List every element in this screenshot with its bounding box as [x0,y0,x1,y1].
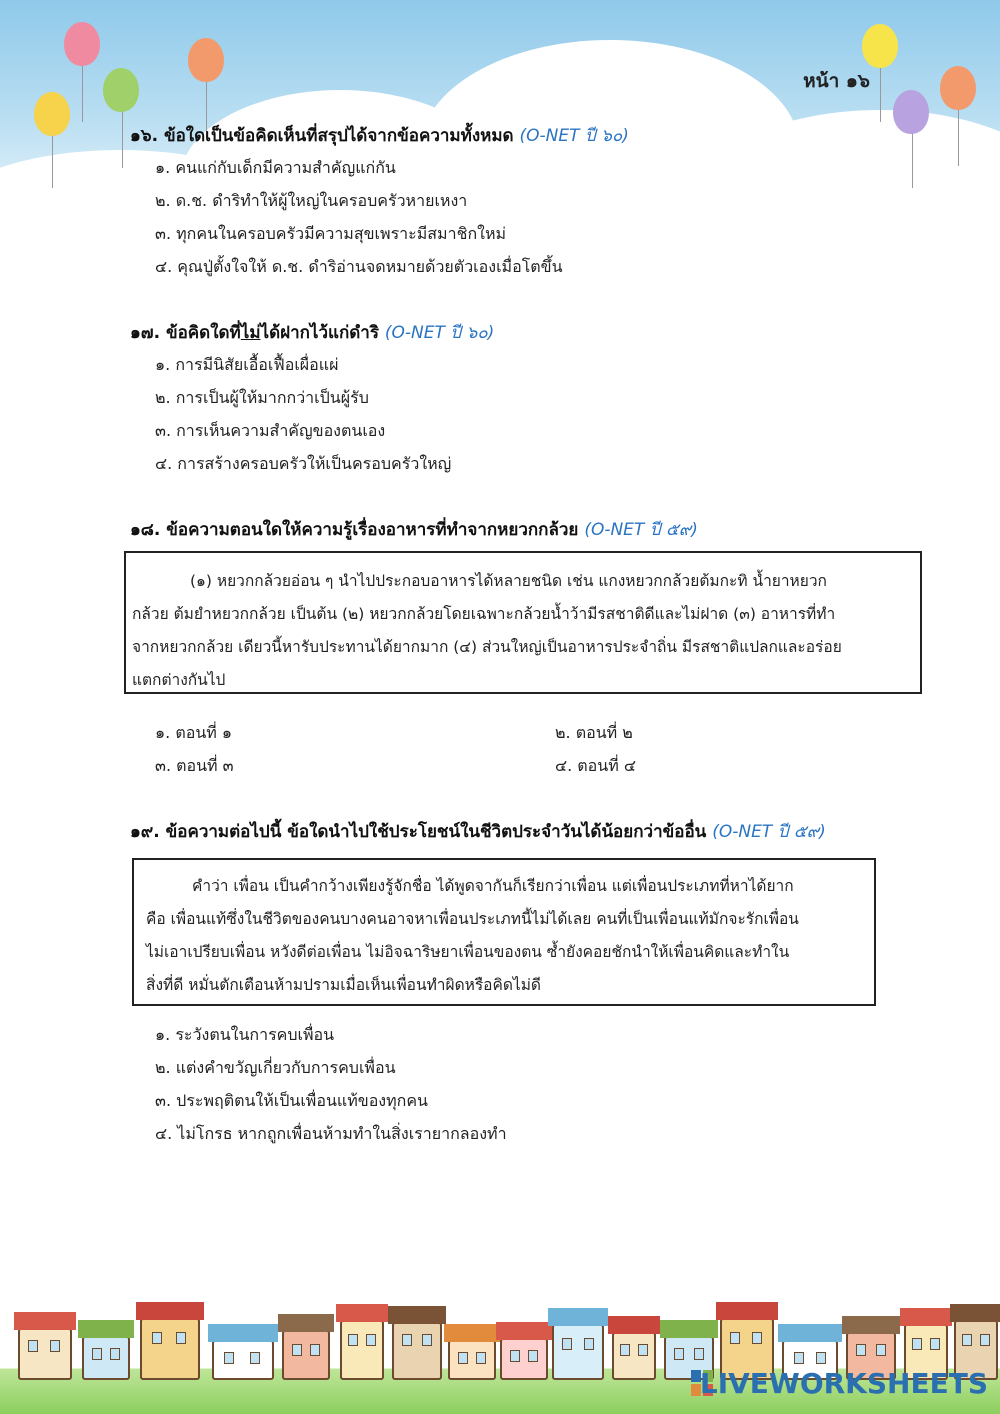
question-text: ข้อความต่อไปนี้ ข้อใดนำไปใช้ประโยชน์ในชีวิตประจำวันได้น้อยกว่าข้ออื่น [165,822,707,842]
option[interactable]: ๔. การสร้างครอบครัวให้เป็นครอบครัวใหญ่ [155,454,452,473]
balloon-icon [64,22,100,66]
house-icon [212,1340,274,1380]
option[interactable]: ๑. การมีนิสัยเอื้อเฟื้อเผื่อแผ่ [155,355,339,374]
option[interactable]: ๓. ตอนที่ ๓ [155,756,234,775]
passage-line: แตกต่างกันไป [132,671,226,689]
passage-line: ไม่เอาเปรียบเพื่อน หวังดีต่อเพื่อน ไม่อิจฉาริษยาเพื่อนของตน ซ้ำยังคอยชักนำให้เพื่อนคิดและทำใน [146,943,790,961]
question-text-underlined: ไม่ [240,323,261,343]
house-icon [500,1338,548,1380]
balloon-icon [188,38,224,82]
question-number: ๑๖. [130,126,159,146]
house-icon [340,1320,384,1380]
option[interactable]: ๓. การเห็นความสำคัญของตนเอง [155,421,386,440]
passage-line: จากหยวกกล้วย เดียวนี้หารับประทานได้ยากมาก (๔) ส่วนใหญ่เป็นอาหารประจำถิ่น มีรสชาติแปลกและอร่อย [132,638,842,656]
balloon-icon [940,66,976,110]
question-text: ข้อความตอนใดให้ความรู้เรื่องอาหารที่ทำจากหยวกกล้วย [166,520,579,540]
question-source: (O-NET ปี ๕๙) [712,822,826,842]
question-18 [130,516,698,543]
house-icon [392,1322,442,1380]
question-16 [130,122,629,149]
balloon-string [912,128,913,188]
option[interactable]: ๒. การเป็นผู้ให้มากกว่าเป็นผู้รับ [155,388,369,407]
option[interactable]: ๓. ทุกคนในครอบครัวมีความสุขเพราะมีสมาชิกใหม่ [155,224,507,243]
question-19 [130,818,826,845]
house-icon [282,1330,330,1380]
question-number: ๑๙. [130,822,160,842]
question-source: (O-NET ปี ๖๐) [519,126,629,146]
option[interactable]: ๓. ประพฤติตนให้เป็นเพื่อนแท้ของทุกคน [155,1091,428,1110]
passage-line: กล้วย ต้มยำหยวกกล้วย เป็นต้น (๒) หยวกกล้วยโดยเฉพาะกล้วยน้ำว้ามีรสชาติดีและไม่ฝาด (๓) อาหารที่ทำ [132,605,836,623]
option[interactable]: ๒. ด.ช. ดำริทำให้ผู้ใหญ่ในครอบครัวหายเหงา [155,191,468,210]
option[interactable]: ๔. ไม่โกรธ หากถูกเพื่อนห้ามทำในสิ่งเรายากลองทำ [155,1124,507,1143]
option[interactable]: ๒. แต่งคำขวัญเกี่ยวกับการคบเพื่อน [155,1058,396,1077]
question-text: ข้อใดเป็นข้อคิดเห็นที่สรุปได้จากข้อความทั้งหมด [163,126,514,146]
passage-line: (๑) หยวกกล้วยอ่อน ๆ นำไปประกอบอาหารได้หลายชนิด เช่น แกงหยวกกล้วยต้มกะทิ น้ำยาหยวก [190,572,827,590]
balloon-string [958,106,959,166]
house-icon [140,1318,200,1380]
balloon-string [82,62,83,122]
passage-box [124,551,922,694]
balloon-string [122,108,123,168]
option[interactable]: ๑. ตอนที่ ๑ [155,723,233,742]
house-icon [448,1340,496,1380]
liveworksheets-logo[interactable]: LIVEWORKSHEETS [699,1367,988,1400]
question-source: (O-NET ปี ๕๙) [584,520,698,540]
option[interactable]: ๔. ตอนที่ ๔ [555,756,636,775]
house-icon [552,1324,604,1380]
balloon-icon [862,24,898,68]
passage-box [132,858,876,1006]
page-number: หน้า ๑๖ [803,70,870,92]
option[interactable]: ๒. ตอนที่ ๒ [555,723,633,742]
passage-line: คือ เพื่อนแท้ซึ่งในชีวิตของคนบางคนอาจหาเพื่อนประเภทนี้ไม่ได้เลย คนที่เป็นเพื่อนแท้มักจะรักเพื่อน [146,910,799,928]
balloon-string [52,128,53,188]
passage-line: สิ่งที่ดี หมั่นตักเตือนห้ามปรามเมื่อเห็นเพื่อนทำผิดหรือคิดไม่ดี [146,976,542,994]
question-number: ๑๗. [130,323,161,343]
balloon-string [880,62,881,122]
house-icon [82,1336,130,1380]
house-icon [18,1328,72,1380]
question-text: ข้อคิดใดที่ [165,323,241,343]
balloon-icon [893,90,929,134]
option[interactable]: ๑. คนแก่กับเด็กมีความสำคัญแก่กัน [155,158,396,177]
passage-line: คำว่า เพื่อน เป็นคำกว้างเพียงรู้จักชื่อ ได้พูดจากันก็เรียกว่าเพื่อน แต่เพื่อนประเภทที่หาได้ยาก [192,877,794,895]
question-text: ได้ฝากไว้แก่ดำริ [260,323,379,343]
question-17 [130,319,494,346]
house-icon [612,1332,656,1380]
question-number: ๑๘. [130,520,161,540]
question-source: (O-NET ปี ๖๐) [384,323,495,343]
option[interactable]: ๑. ระวังตนในการคบเพื่อน [155,1025,335,1044]
balloon-icon [34,92,70,136]
balloon-icon [103,68,139,112]
option[interactable]: ๔. คุณปู่ตั้งใจให้ ด.ช. ดำริอ่านจดหมายด้วยตัวเองเมื่อโตขึ้น [155,257,563,276]
